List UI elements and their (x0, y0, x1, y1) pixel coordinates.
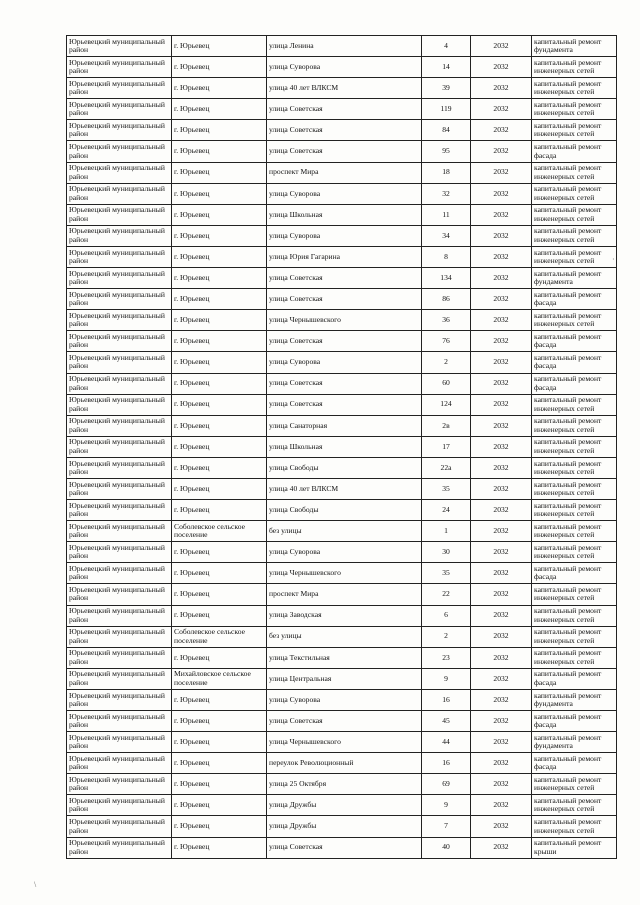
cell-house-number: 4 (422, 36, 471, 57)
table-row (67, 457, 617, 478)
cell-street: улица 40 лет ВЛКСМ (267, 78, 422, 99)
cell-house-number: 16 (422, 753, 471, 774)
cell-street: улица 25 Октября (267, 774, 422, 795)
table-row (67, 394, 617, 415)
cell-street: улица Санаторная (267, 415, 422, 436)
cell-year: 2032 (471, 99, 532, 120)
cell-locality: г. Юрьевец (172, 542, 267, 563)
cell-house-number: 22 (422, 584, 471, 605)
cell-locality: г. Юрьевец (172, 141, 267, 162)
cell-locality: г. Юрьевец (172, 753, 267, 774)
cell-locality: г. Юрьевец (172, 310, 267, 331)
cell-work-type: капитальный ремонт фасада (532, 331, 617, 352)
cell-street: улица Советская (267, 837, 422, 858)
cell-year: 2032 (471, 605, 532, 626)
cell-year: 2032 (471, 647, 532, 668)
cell-house-number: 119 (422, 99, 471, 120)
cell-district: Юрьевецкий муниципальный район (67, 373, 172, 394)
cell-locality: г. Юрьевец (172, 78, 267, 99)
cell-year: 2032 (471, 162, 532, 183)
cell-work-type: капитальный ремонт инженерных сетей (532, 99, 617, 120)
scan-mark: · (612, 255, 615, 264)
cell-year: 2032 (471, 204, 532, 225)
cell-district: Юрьевецкий муниципальный район (67, 289, 172, 310)
cell-year: 2032 (471, 774, 532, 795)
cell-work-type: капитальный ремонт инженерных сетей (532, 605, 617, 626)
cell-year: 2032 (471, 289, 532, 310)
cell-street: улица Советская (267, 394, 422, 415)
cell-year: 2032 (471, 310, 532, 331)
cell-work-type: капитальный ремонт фундамента (532, 732, 617, 753)
cell-house-number: 124 (422, 394, 471, 415)
cell-house-number: 17 (422, 436, 471, 457)
table-row (67, 753, 617, 774)
cell-street: улица Суворова (267, 225, 422, 246)
cell-year: 2032 (471, 521, 532, 542)
table-row (67, 563, 617, 584)
cell-work-type: капитальный ремонт инженерных сетей (532, 183, 617, 204)
cell-house-number: 76 (422, 331, 471, 352)
cell-year: 2032 (471, 711, 532, 732)
cell-district: Юрьевецкий муниципальный район (67, 605, 172, 626)
cell-year: 2032 (471, 584, 532, 605)
cell-locality: г. Юрьевец (172, 289, 267, 310)
cell-work-type: капитальный ремонт инженерных сетей (532, 436, 617, 457)
cell-year: 2032 (471, 837, 532, 858)
cell-street: улица Советская (267, 373, 422, 394)
cell-street: улица 40 лет ВЛКСМ (267, 478, 422, 499)
cell-locality: Михайловское сельское поселение (172, 668, 267, 689)
cell-work-type: капитальный ремонт фундамента (532, 36, 617, 57)
table-row (67, 774, 617, 795)
cell-locality: г. Юрьевец (172, 647, 267, 668)
cell-locality: г. Юрьевец (172, 162, 267, 183)
cell-street: улица Советская (267, 268, 422, 289)
cell-year: 2032 (471, 246, 532, 267)
cell-street: улица Текстильная (267, 647, 422, 668)
cell-locality: г. Юрьевец (172, 605, 267, 626)
cell-work-type: капитальный ремонт инженерных сетей (532, 225, 617, 246)
table-row (67, 668, 617, 689)
cell-year: 2032 (471, 268, 532, 289)
table-row (67, 225, 617, 246)
cell-district: Юрьевецкий муниципальный район (67, 225, 172, 246)
table-row (67, 689, 617, 710)
cell-street: улица Советская (267, 99, 422, 120)
cell-house-number: 44 (422, 732, 471, 753)
cell-year: 2032 (471, 36, 532, 57)
cell-year: 2032 (471, 331, 532, 352)
cell-house-number: 30 (422, 542, 471, 563)
table-row (67, 584, 617, 605)
cell-street: улица Дружбы (267, 816, 422, 837)
cell-year: 2032 (471, 689, 532, 710)
cell-year: 2032 (471, 478, 532, 499)
cell-locality: г. Юрьевец (172, 415, 267, 436)
cell-locality: г. Юрьевец (172, 373, 267, 394)
table-row (67, 36, 617, 57)
cell-work-type: капитальный ремонт инженерных сетей (532, 457, 617, 478)
table-row (67, 204, 617, 225)
housing-repair-table (66, 35, 617, 859)
cell-year: 2032 (471, 668, 532, 689)
cell-house-number: 9 (422, 795, 471, 816)
cell-year: 2032 (471, 78, 532, 99)
cell-street: улица Свободы (267, 500, 422, 521)
cell-district: Юрьевецкий муниципальный район (67, 268, 172, 289)
cell-work-type: капитальный ремонт инженерных сетей (532, 584, 617, 605)
table-row (67, 478, 617, 499)
cell-work-type: капитальный ремонт инженерных сетей (532, 478, 617, 499)
cell-locality: г. Юрьевец (172, 36, 267, 57)
cell-district: Юрьевецкий муниципальный район (67, 436, 172, 457)
table-row (67, 120, 617, 141)
cell-district: Юрьевецкий муниципальный район (67, 36, 172, 57)
cell-street: улица Дружбы (267, 795, 422, 816)
cell-house-number: 95 (422, 141, 471, 162)
cell-house-number: 35 (422, 563, 471, 584)
cell-work-type: капитальный ремонт инженерных сетей (532, 774, 617, 795)
cell-street: улица Ленина (267, 36, 422, 57)
cell-street: улица Суворова (267, 542, 422, 563)
cell-work-type: капитальный ремонт фундамента (532, 268, 617, 289)
cell-year: 2032 (471, 352, 532, 373)
cell-district: Юрьевецкий муниципальный район (67, 521, 172, 542)
cell-locality: Соболевское сельское поселение (172, 626, 267, 647)
cell-district: Юрьевецкий муниципальный район (67, 120, 172, 141)
cell-work-type: капитальный ремонт фасада (532, 352, 617, 373)
cell-locality: г. Юрьевец (172, 774, 267, 795)
cell-locality: Соболевское сельское поселение (172, 521, 267, 542)
cell-year: 2032 (471, 753, 532, 774)
cell-year: 2032 (471, 120, 532, 141)
cell-house-number: 2 (422, 352, 471, 373)
cell-street: проспект Мира (267, 162, 422, 183)
cell-district: Юрьевецкий муниципальный район (67, 331, 172, 352)
table-row (67, 268, 617, 289)
cell-district: Юрьевецкий муниципальный район (67, 57, 172, 78)
cell-work-type: капитальный ремонт фасада (532, 711, 617, 732)
cell-locality: г. Юрьевец (172, 584, 267, 605)
table-row (67, 310, 617, 331)
cell-house-number: 11 (422, 204, 471, 225)
cell-house-number: 134 (422, 268, 471, 289)
cell-locality: г. Юрьевец (172, 500, 267, 521)
cell-locality: г. Юрьевец (172, 225, 267, 246)
cell-district: Юрьевецкий муниципальный район (67, 352, 172, 373)
cell-work-type: капитальный ремонт инженерных сетей (532, 204, 617, 225)
cell-street: улица Школьная (267, 204, 422, 225)
cell-work-type: капитальный ремонт инженерных сетей (532, 415, 617, 436)
cell-house-number: 6 (422, 605, 471, 626)
cell-street: улица Суворова (267, 183, 422, 204)
cell-district: Юрьевецкий муниципальный район (67, 795, 172, 816)
cell-street: улица Суворова (267, 689, 422, 710)
cell-district: Юрьевецкий муниципальный район (67, 478, 172, 499)
cell-locality: г. Юрьевец (172, 183, 267, 204)
cell-locality: г. Юрьевец (172, 457, 267, 478)
cell-street: улица Центральная (267, 668, 422, 689)
cell-house-number: 22а (422, 457, 471, 478)
table-row (67, 542, 617, 563)
cell-locality: г. Юрьевец (172, 57, 267, 78)
table-row (67, 500, 617, 521)
cell-district: Юрьевецкий муниципальный район (67, 457, 172, 478)
cell-street: улица Юрия Гагарина (267, 246, 422, 267)
cell-street: проспект Мира (267, 584, 422, 605)
cell-house-number: 84 (422, 120, 471, 141)
table-row (67, 183, 617, 204)
cell-street: улица Чернышевского (267, 732, 422, 753)
cell-locality: г. Юрьевец (172, 120, 267, 141)
cell-street: улица Советская (267, 331, 422, 352)
cell-district: Юрьевецкий муниципальный район (67, 732, 172, 753)
cell-house-number: 8 (422, 246, 471, 267)
cell-district: Юрьевецкий муниципальный район (67, 774, 172, 795)
cell-district: Юрьевецкий муниципальный район (67, 246, 172, 267)
cell-work-type: капитальный ремонт инженерных сетей (532, 120, 617, 141)
cell-locality: г. Юрьевец (172, 837, 267, 858)
cell-house-number: 34 (422, 225, 471, 246)
table-row (67, 732, 617, 753)
cell-street: улица Советская (267, 120, 422, 141)
cell-street: без улицы (267, 626, 422, 647)
cell-work-type: капитальный ремонт инженерных сетей (532, 542, 617, 563)
cell-house-number: 18 (422, 162, 471, 183)
cell-house-number: 45 (422, 711, 471, 732)
cell-district: Юрьевецкий муниципальный район (67, 394, 172, 415)
cell-street: улица Школьная (267, 436, 422, 457)
cell-house-number: 86 (422, 289, 471, 310)
cell-work-type: капитальный ремонт инженерных сетей (532, 57, 617, 78)
table-row (67, 57, 617, 78)
cell-work-type: капитальный ремонт инженерных сетей (532, 394, 617, 415)
table-row (67, 78, 617, 99)
cell-district: Юрьевецкий муниципальный район (67, 753, 172, 774)
cell-district: Юрьевецкий муниципальный район (67, 563, 172, 584)
cell-locality: г. Юрьевец (172, 352, 267, 373)
cell-year: 2032 (471, 795, 532, 816)
table-row (67, 141, 617, 162)
scan-mark: \ (34, 880, 37, 889)
table-row (67, 605, 617, 626)
cell-work-type: капитальный ремонт фасада (532, 289, 617, 310)
table-row (67, 352, 617, 373)
cell-locality: г. Юрьевец (172, 394, 267, 415)
cell-district: Юрьевецкий муниципальный район (67, 141, 172, 162)
table-row (67, 331, 617, 352)
table-row (67, 246, 617, 267)
cell-year: 2032 (471, 373, 532, 394)
cell-house-number: 69 (422, 774, 471, 795)
cell-district: Юрьевецкий муниципальный район (67, 711, 172, 732)
table-row (67, 436, 617, 457)
cell-house-number: 2в (422, 415, 471, 436)
cell-street: улица Советская (267, 141, 422, 162)
cell-house-number: 7 (422, 816, 471, 837)
cell-street: улица Заводская (267, 605, 422, 626)
cell-house-number: 36 (422, 310, 471, 331)
table-row (67, 99, 617, 120)
cell-work-type: капитальный ремонт инженерных сетей (532, 310, 617, 331)
cell-district: Юрьевецкий муниципальный район (67, 415, 172, 436)
table-row (67, 289, 617, 310)
cell-district: Юрьевецкий муниципальный район (67, 310, 172, 331)
cell-year: 2032 (471, 436, 532, 457)
table-row (67, 521, 617, 542)
cell-locality: г. Юрьевец (172, 478, 267, 499)
cell-work-type: капитальный ремонт инженерных сетей (532, 500, 617, 521)
cell-district: Юрьевецкий муниципальный район (67, 78, 172, 99)
cell-locality: г. Юрьевец (172, 268, 267, 289)
cell-locality: г. Юрьевец (172, 795, 267, 816)
cell-street: переулок Революционный (267, 753, 422, 774)
table-row (67, 795, 617, 816)
cell-year: 2032 (471, 225, 532, 246)
cell-work-type: капитальный ремонт фундамента (532, 689, 617, 710)
cell-district: Юрьевецкий муниципальный район (67, 816, 172, 837)
cell-district: Юрьевецкий муниципальный район (67, 689, 172, 710)
cell-year: 2032 (471, 457, 532, 478)
cell-house-number: 32 (422, 183, 471, 204)
cell-year: 2032 (471, 394, 532, 415)
cell-house-number: 2 (422, 626, 471, 647)
cell-year: 2032 (471, 563, 532, 584)
cell-year: 2032 (471, 500, 532, 521)
cell-locality: г. Юрьевец (172, 816, 267, 837)
cell-work-type: капитальный ремонт инженерных сетей (532, 78, 617, 99)
cell-district: Юрьевецкий муниципальный район (67, 99, 172, 120)
cell-house-number: 35 (422, 478, 471, 499)
cell-year: 2032 (471, 542, 532, 563)
cell-year: 2032 (471, 732, 532, 753)
cell-work-type: капитальный ремонт инженерных сетей (532, 795, 617, 816)
cell-house-number: 23 (422, 647, 471, 668)
cell-house-number: 40 (422, 837, 471, 858)
cell-house-number: 1 (422, 521, 471, 542)
cell-locality: г. Юрьевец (172, 204, 267, 225)
cell-work-type: капитальный ремонт фасада (532, 668, 617, 689)
table-row (67, 162, 617, 183)
cell-work-type: капитальный ремонт фасада (532, 753, 617, 774)
cell-house-number: 16 (422, 689, 471, 710)
cell-district: Юрьевецкий муниципальный район (67, 668, 172, 689)
cell-work-type: капитальный ремонт крыши (532, 837, 617, 858)
cell-work-type: капитальный ремонт фасада (532, 373, 617, 394)
cell-locality: г. Юрьевец (172, 436, 267, 457)
cell-year: 2032 (471, 183, 532, 204)
cell-street: улица Суворова (267, 57, 422, 78)
table-row (67, 816, 617, 837)
table-row (67, 626, 617, 647)
cell-year: 2032 (471, 141, 532, 162)
table-row (67, 647, 617, 668)
cell-house-number: 24 (422, 500, 471, 521)
cell-district: Юрьевецкий муниципальный район (67, 183, 172, 204)
cell-street: улица Свободы (267, 457, 422, 478)
cell-street: улица Чернышевского (267, 563, 422, 584)
cell-district: Юрьевецкий муниципальный район (67, 500, 172, 521)
cell-work-type: капитальный ремонт инженерных сетей (532, 626, 617, 647)
cell-year: 2032 (471, 816, 532, 837)
cell-street: улица Суворова (267, 352, 422, 373)
cell-street: улица Советская (267, 289, 422, 310)
cell-locality: г. Юрьевец (172, 689, 267, 710)
table-body (67, 36, 617, 859)
cell-district: Юрьевецкий муниципальный район (67, 626, 172, 647)
cell-district: Юрьевецкий муниципальный район (67, 837, 172, 858)
cell-street: без улицы (267, 521, 422, 542)
cell-locality: г. Юрьевец (172, 99, 267, 120)
table-row (67, 373, 617, 394)
cell-work-type: капитальный ремонт фасада (532, 563, 617, 584)
table-row (67, 415, 617, 436)
cell-district: Юрьевецкий муниципальный район (67, 542, 172, 563)
cell-street: улица Чернышевского (267, 310, 422, 331)
cell-street: улица Советская (267, 711, 422, 732)
cell-locality: г. Юрьевец (172, 711, 267, 732)
cell-year: 2032 (471, 415, 532, 436)
cell-house-number: 60 (422, 373, 471, 394)
cell-work-type: капитальный ремонт инженерных сетей (532, 816, 617, 837)
cell-district: Юрьевецкий муниципальный район (67, 647, 172, 668)
cell-house-number: 14 (422, 57, 471, 78)
cell-work-type: капитальный ремонт инженерных сетей (532, 521, 617, 542)
cell-work-type: капитальный ремонт фасада (532, 141, 617, 162)
cell-district: Юрьевецкий муниципальный район (67, 204, 172, 225)
cell-locality: г. Юрьевец (172, 246, 267, 267)
cell-locality: г. Юрьевец (172, 732, 267, 753)
cell-work-type: капитальный ремонт инженерных сетей (532, 162, 617, 183)
table-row (67, 837, 617, 858)
cell-district: Юрьевецкий муниципальный район (67, 584, 172, 605)
cell-district: Юрьевецкий муниципальный район (67, 162, 172, 183)
table-row (67, 711, 617, 732)
cell-house-number: 9 (422, 668, 471, 689)
cell-year: 2032 (471, 57, 532, 78)
cell-work-type: капитальный ремонт инженерных сетей (532, 246, 617, 267)
cell-house-number: 39 (422, 78, 471, 99)
cell-year: 2032 (471, 626, 532, 647)
cell-locality: г. Юрьевец (172, 331, 267, 352)
cell-work-type: капитальный ремонт инженерных сетей (532, 647, 617, 668)
cell-locality: г. Юрьевец (172, 563, 267, 584)
